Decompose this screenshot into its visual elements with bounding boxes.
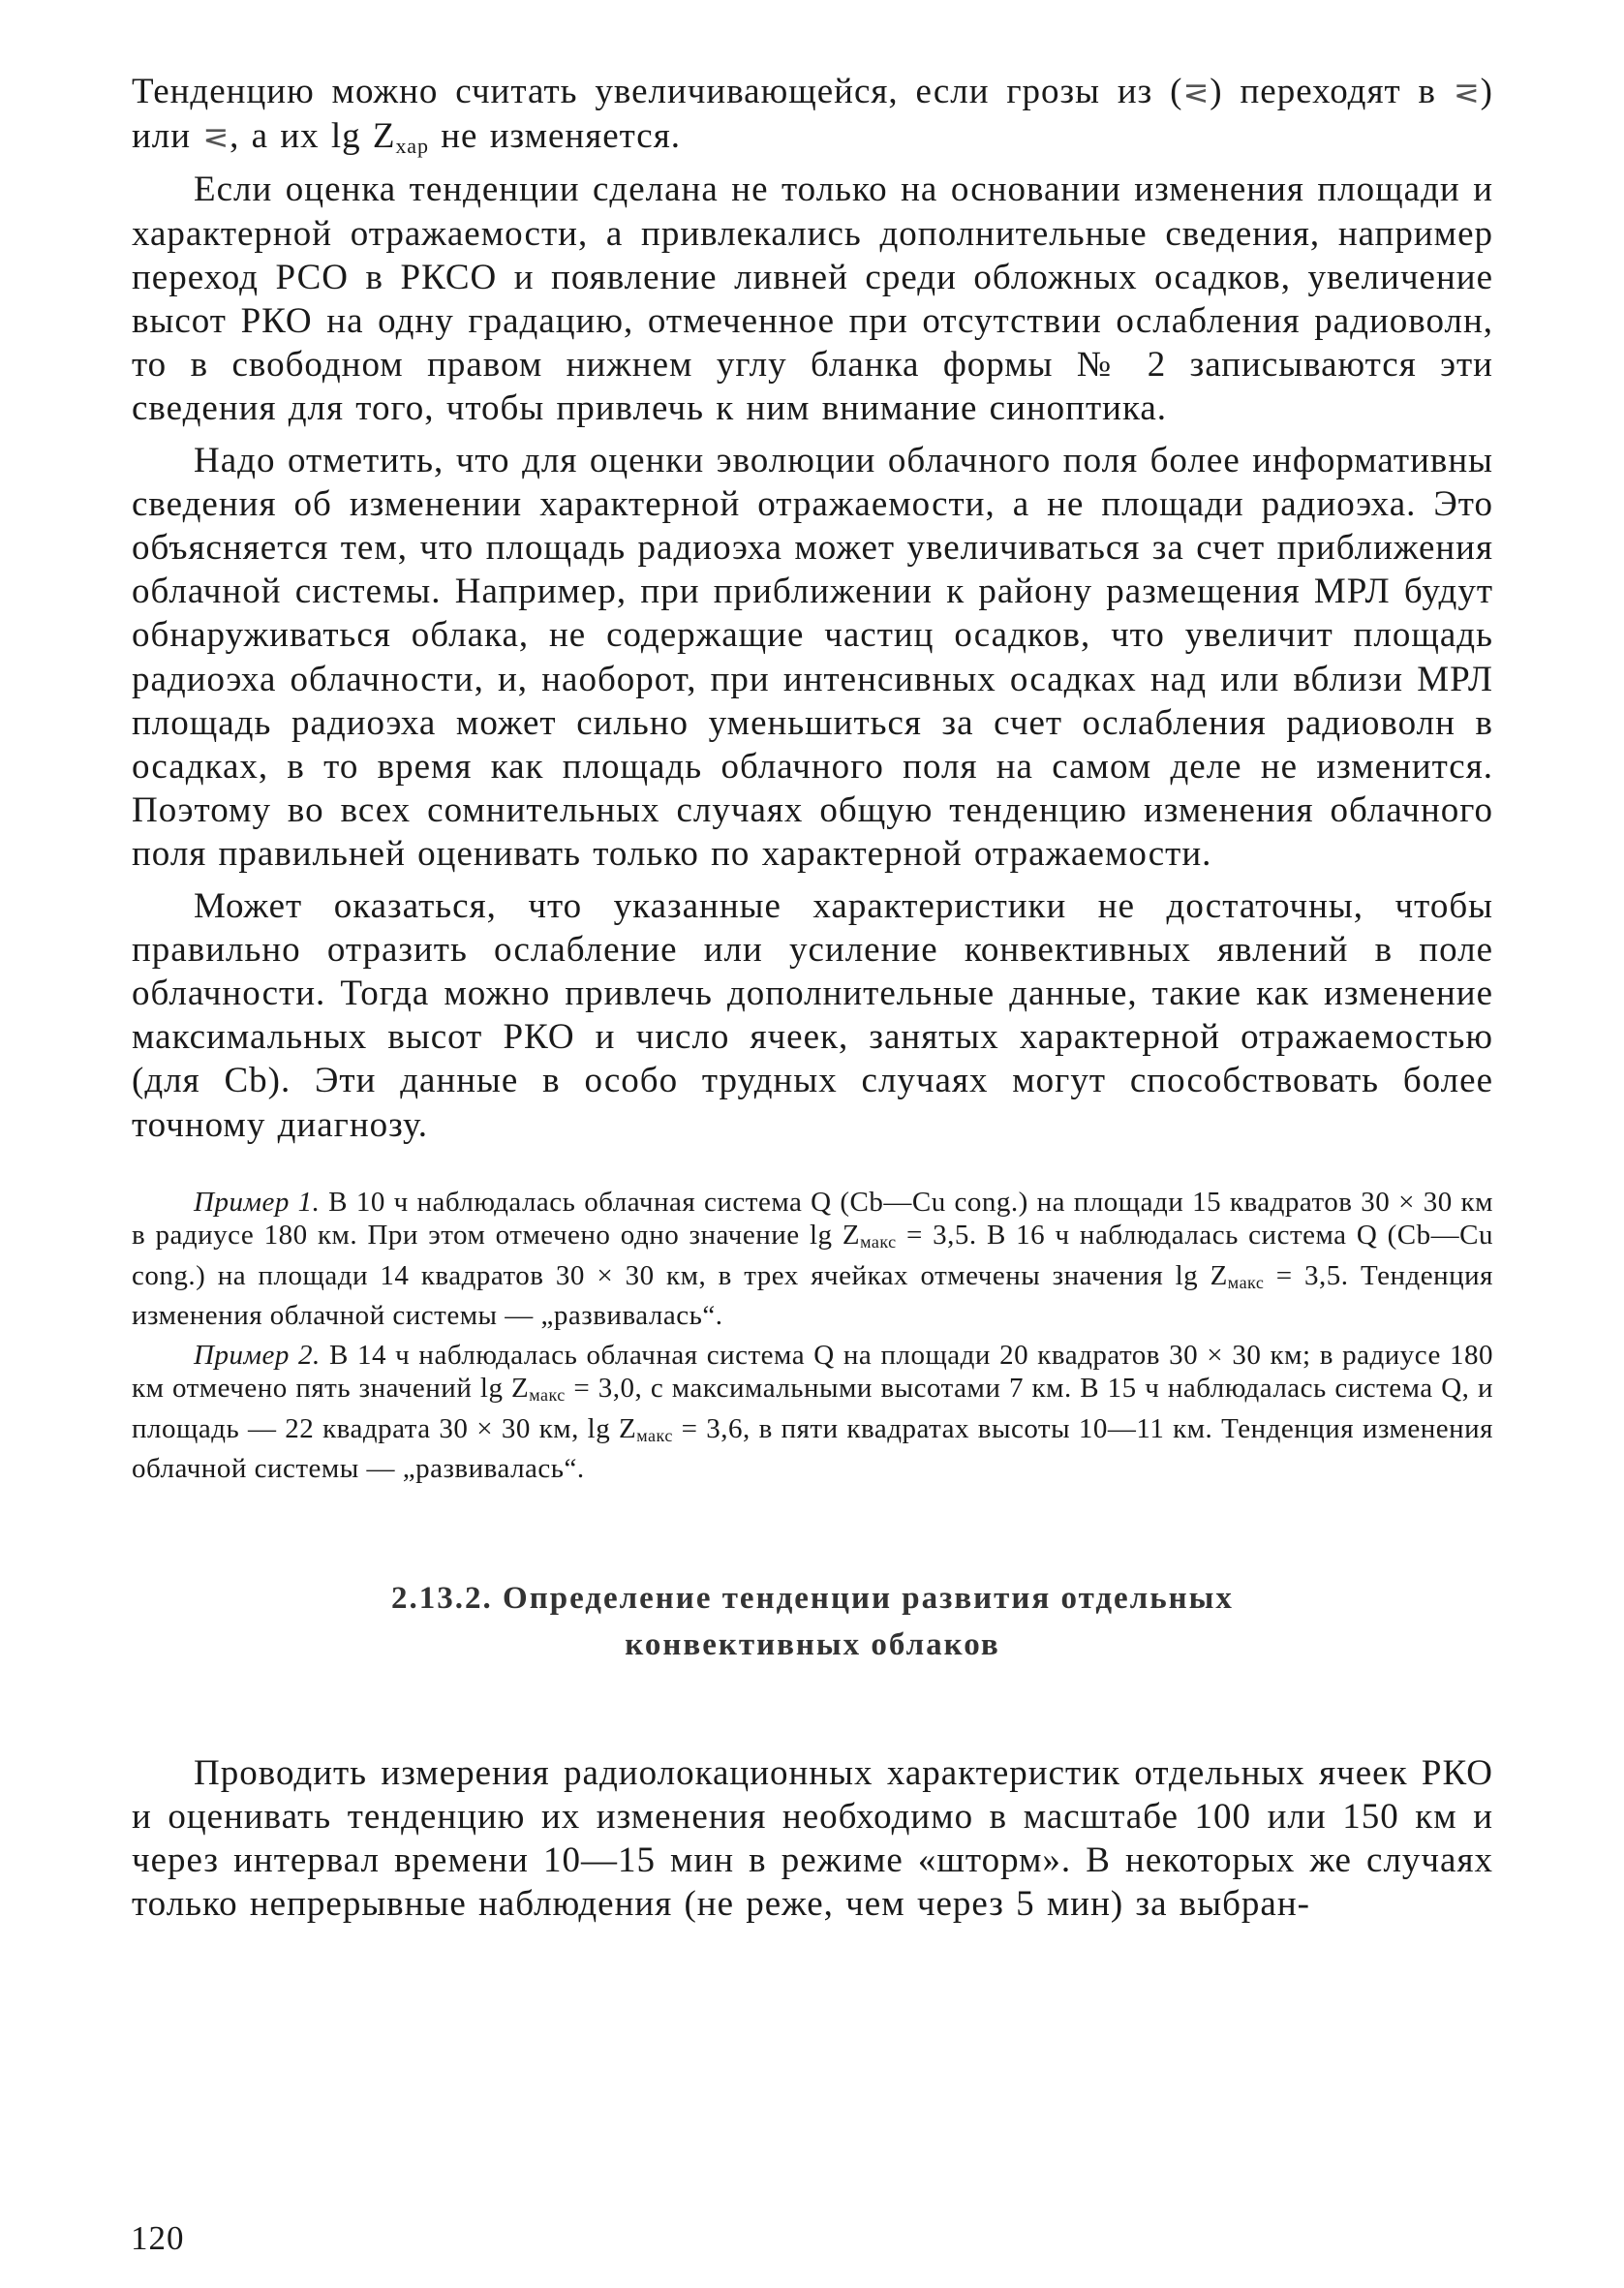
- example-1-text-a: В 10 ч наблюдалась облачная система Q (Cb—Cu cong.) на площади 15 квадратов 30 × 30 км в радиусе 180 км. При этом отмечено одно значение lg Z: [132, 1186, 1493, 1252]
- paragraph-5: Проводить измерения радиолокационных характеристик отдельных ячеек РКО и оценивать тенденцию их изменения необходимо в масштабе 100 или 150 км и через интервал времени 10—15 мин в режиме «шторм». В некоторых же случаях только непрерывные наблюдения (не реже, чем через 5 мин) за выбран-: [132, 1752, 1493, 1925]
- paragraph-3: Надо отметить, что для оценки эволюции облачного поля более информативны сведения об изменении характерной отражаемости, а не площади радиоэха. Это объясняется тем, что площадь радиоэха может увеличиваться за счет приближения облачной системы. Например, при приближении к району размещения МРЛ будут обнаруживаться облака, не содержащие частиц осадков, что увеличит площадь радиоэха облачности, и, наоборот, при интенсивных осадках над или вблизи МРЛ площадь радиоэха может сильно уменьшиться за счет ослабления радиоволн в осадках, в то время как площадь облачного поля на самом деле не изменится. Поэтому во всех сомнительных случаях общую тенденцию изменения облачного поля правильней оценивать только по характерной отражаемости.: [132, 440, 1493, 875]
- p1-text-c: ) или: [132, 72, 1493, 157]
- paragraph-4: Может оказаться, что указанные характеристики не достаточны, чтобы правильно отразить ослабление или усиление конвективных явлений в поле облачности. Тогда можно привлечь дополнительные данные, такие как изменение максимальных высот РКО и число ячеек, занятых характерной отражаемостью (для Cb). Эти данные в особо трудных случаях могут способствовать более точному диагнозу.: [132, 885, 1493, 1145]
- section-heading: [132, 1575, 1493, 1668]
- examples-block: [132, 1186, 1493, 1486]
- page-content: [132, 70, 1493, 1927]
- example-1-subscript: макс: [860, 1232, 897, 1252]
- section-heading-line-1: 2.13.2. Определение тенденции развития отдельных: [391, 1580, 1234, 1616]
- example-2-subscript: макс: [636, 1425, 673, 1445]
- page-number: 120: [131, 2219, 185, 2257]
- p1-text-a: Тенденцию можно считать увеличивающейся, если грозы из (: [132, 72, 1183, 111]
- p1-text-e: не изменяется.: [428, 116, 681, 157]
- example-1-subscript: макс: [1227, 1272, 1265, 1292]
- example-1-label: Пример 1.: [194, 1186, 321, 1218]
- example-2-text-a: В 14 ч наблюдалась облачная система Q на площади 20 квадратов 30 × 30 км; в радиусе 180 км отмечено пять значений lg Z: [132, 1339, 1494, 1405]
- example-1: [132, 1186, 1493, 1333]
- p1-text-b: ) переходят в: [1210, 72, 1454, 111]
- example-2: [132, 1339, 1493, 1486]
- p1-subscript: хар: [395, 134, 429, 159]
- thunderstorm-symbol-icon: ⋜: [1453, 74, 1481, 110]
- example-1-text-b: = 3,5. В 16 ч наблюдалась система Q (Cb—Cu cong.) на площади 14 квадратов 30 × 30 км, в трех ячейках отмечены значения lg Z: [132, 1220, 1493, 1291]
- example-2-label: Пример 2.: [194, 1339, 321, 1371]
- p1-text-d: , а их lg Z: [230, 116, 396, 157]
- section-heading-line-2: конвективных облаков: [625, 1626, 1000, 1662]
- thunderstorm-symbol-icon: ⋜: [1182, 74, 1210, 110]
- paragraph-2: Если оценка тенденции сделана не только на основании изменения площади и характерной отражаемости, а привлекались дополнительные сведения, например переход РСО в РКСО и появление ливней среди обложных осадков, увеличение высот РКО на одну градацию, отмеченное при отсутствии ослабления радиоволн, то в свободном правом нижнем углу бланка формы № 2 записываются эти сведения для того, чтобы привлечь к ним внимание синоптика.: [132, 170, 1493, 429]
- example-2-subscript: макс: [529, 1385, 566, 1406]
- example-1-text-c: = 3,5. Тенденция изменения облачной системы — „развивалась“.: [132, 1259, 1493, 1332]
- example-2-text-b: = 3,0, с максимальными высотами 7 км. В 15 ч наблюдалась система Q, и площадь — 22 квадрата 30 × 30 км, lg Z: [132, 1373, 1493, 1444]
- paragraph-1: [132, 70, 1493, 168]
- thunderstorm-symbol-icon: ⋜: [202, 118, 230, 156]
- example-2-text-c: = 3,6, в пяти квадратах высоты 10—11 км. Тенденция изменения облачной системы — „развивалась“.: [132, 1412, 1493, 1485]
